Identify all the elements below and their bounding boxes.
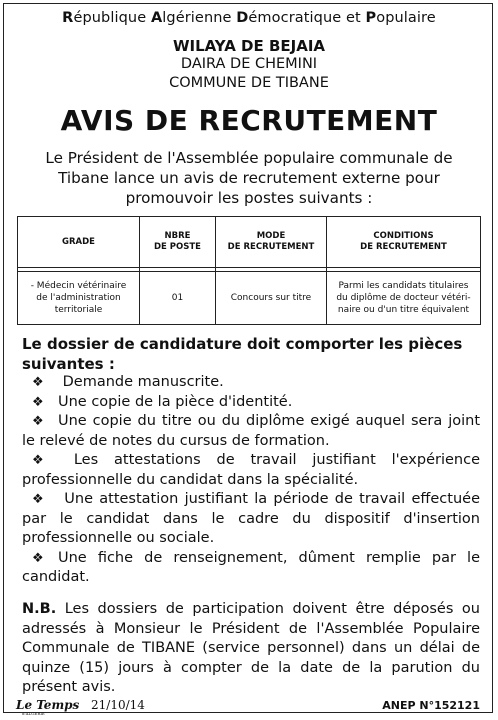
nb-label: N.B. xyxy=(22,601,57,617)
republique-header xyxy=(0,10,498,26)
list-item: ❖ Une copie du titre ou du diplôme exigé auquel sera joint le relevé de notes du cursus de formation. xyxy=(22,413,480,449)
list-item: ❖ Une copie de la pièce d'identité. xyxy=(22,393,480,413)
publication-date: 21/10/14 xyxy=(91,698,145,712)
dossier-heading: Le dossier de candidature doit comporter les pièces suivantes : xyxy=(22,335,463,373)
recruitment-table xyxy=(17,216,481,325)
list-item: ❖ Demande manuscrite. xyxy=(22,373,480,393)
header-conditions: CONDITIONS DE RECRUTEMENT xyxy=(327,217,481,268)
republique-word-4: Populaire xyxy=(365,10,436,26)
footer-rule xyxy=(3,712,493,713)
table-header-row xyxy=(18,217,481,268)
nb-paragraph xyxy=(22,600,480,698)
diamond-bullet-icon: ❖ xyxy=(32,550,44,566)
republique-word-2: Algérienne xyxy=(150,10,237,26)
requirements-list xyxy=(22,373,480,588)
cell-mode: Concours sur titre xyxy=(216,272,327,325)
wilaya-line: WILAYA DE BEJAIA xyxy=(172,37,326,55)
list-item: ❖ Une attestation justifiant la période de travail effectuée par le candidat dans le cadre du dispositif d'insertion professionnelle ou sociale. xyxy=(22,491,480,546)
republique-word-1: République xyxy=(62,10,151,26)
header-grade: GRADE xyxy=(18,217,140,268)
cell-conditions: Parmi les candidats titulaires du diplôme de docteur vétéri- naire ou d'un titre équivalent xyxy=(327,272,481,325)
intro-paragraph: Le Président de l'Assemblée populaire communale de Tibane lance un avis de recrutement externe pour promouvoir les postes suivants : xyxy=(45,149,453,207)
republique-word-3: Démocratique et xyxy=(236,10,366,26)
commune-line: COMMUNE DE TIBANE xyxy=(169,75,329,91)
diamond-bullet-icon: ❖ xyxy=(32,492,44,507)
cell-nbre-poste: 01 xyxy=(140,272,216,325)
nb-text: Les dossiers de participation doivent être déposés ou adressés à Monsieur le Président de l'Assemblée Populaire Communale de TIBANE (service personnel) dans un délai de quinze (15) jours à compter de la date de la parution du présent avis. xyxy=(22,601,480,695)
diamond-bullet-icon: ❖ xyxy=(32,394,44,410)
daira-line: DAIRA DE CHEMINI xyxy=(180,56,318,72)
diamond-bullet-icon: ❖ xyxy=(32,375,44,390)
header-nbre-poste: NBRE DE POSTE xyxy=(140,217,216,268)
diamond-bullet-icon: ❖ xyxy=(32,453,44,468)
list-item: ❖ Les attestations de travail justifiant l'expérience professionnelle du candidat dans la spécialité. xyxy=(22,452,481,488)
diamond-bullet-icon: ❖ xyxy=(32,414,44,429)
header-mode: MODE DE RECRUTEMENT xyxy=(216,217,327,268)
notice-title: AVIS DE RECRUTEMENT xyxy=(60,104,438,137)
list-item: ❖ Une fiche de renseignement, dûment remplie par le candidat. xyxy=(22,549,480,585)
anep-reference: ANEP N°152121 xyxy=(382,699,480,712)
cell-grade: - Médecin vétérinaire de l'administration territoriale xyxy=(18,272,140,325)
newspaper-logo: Le Temps d'ALGERIE xyxy=(16,698,80,716)
table-row xyxy=(18,272,481,325)
